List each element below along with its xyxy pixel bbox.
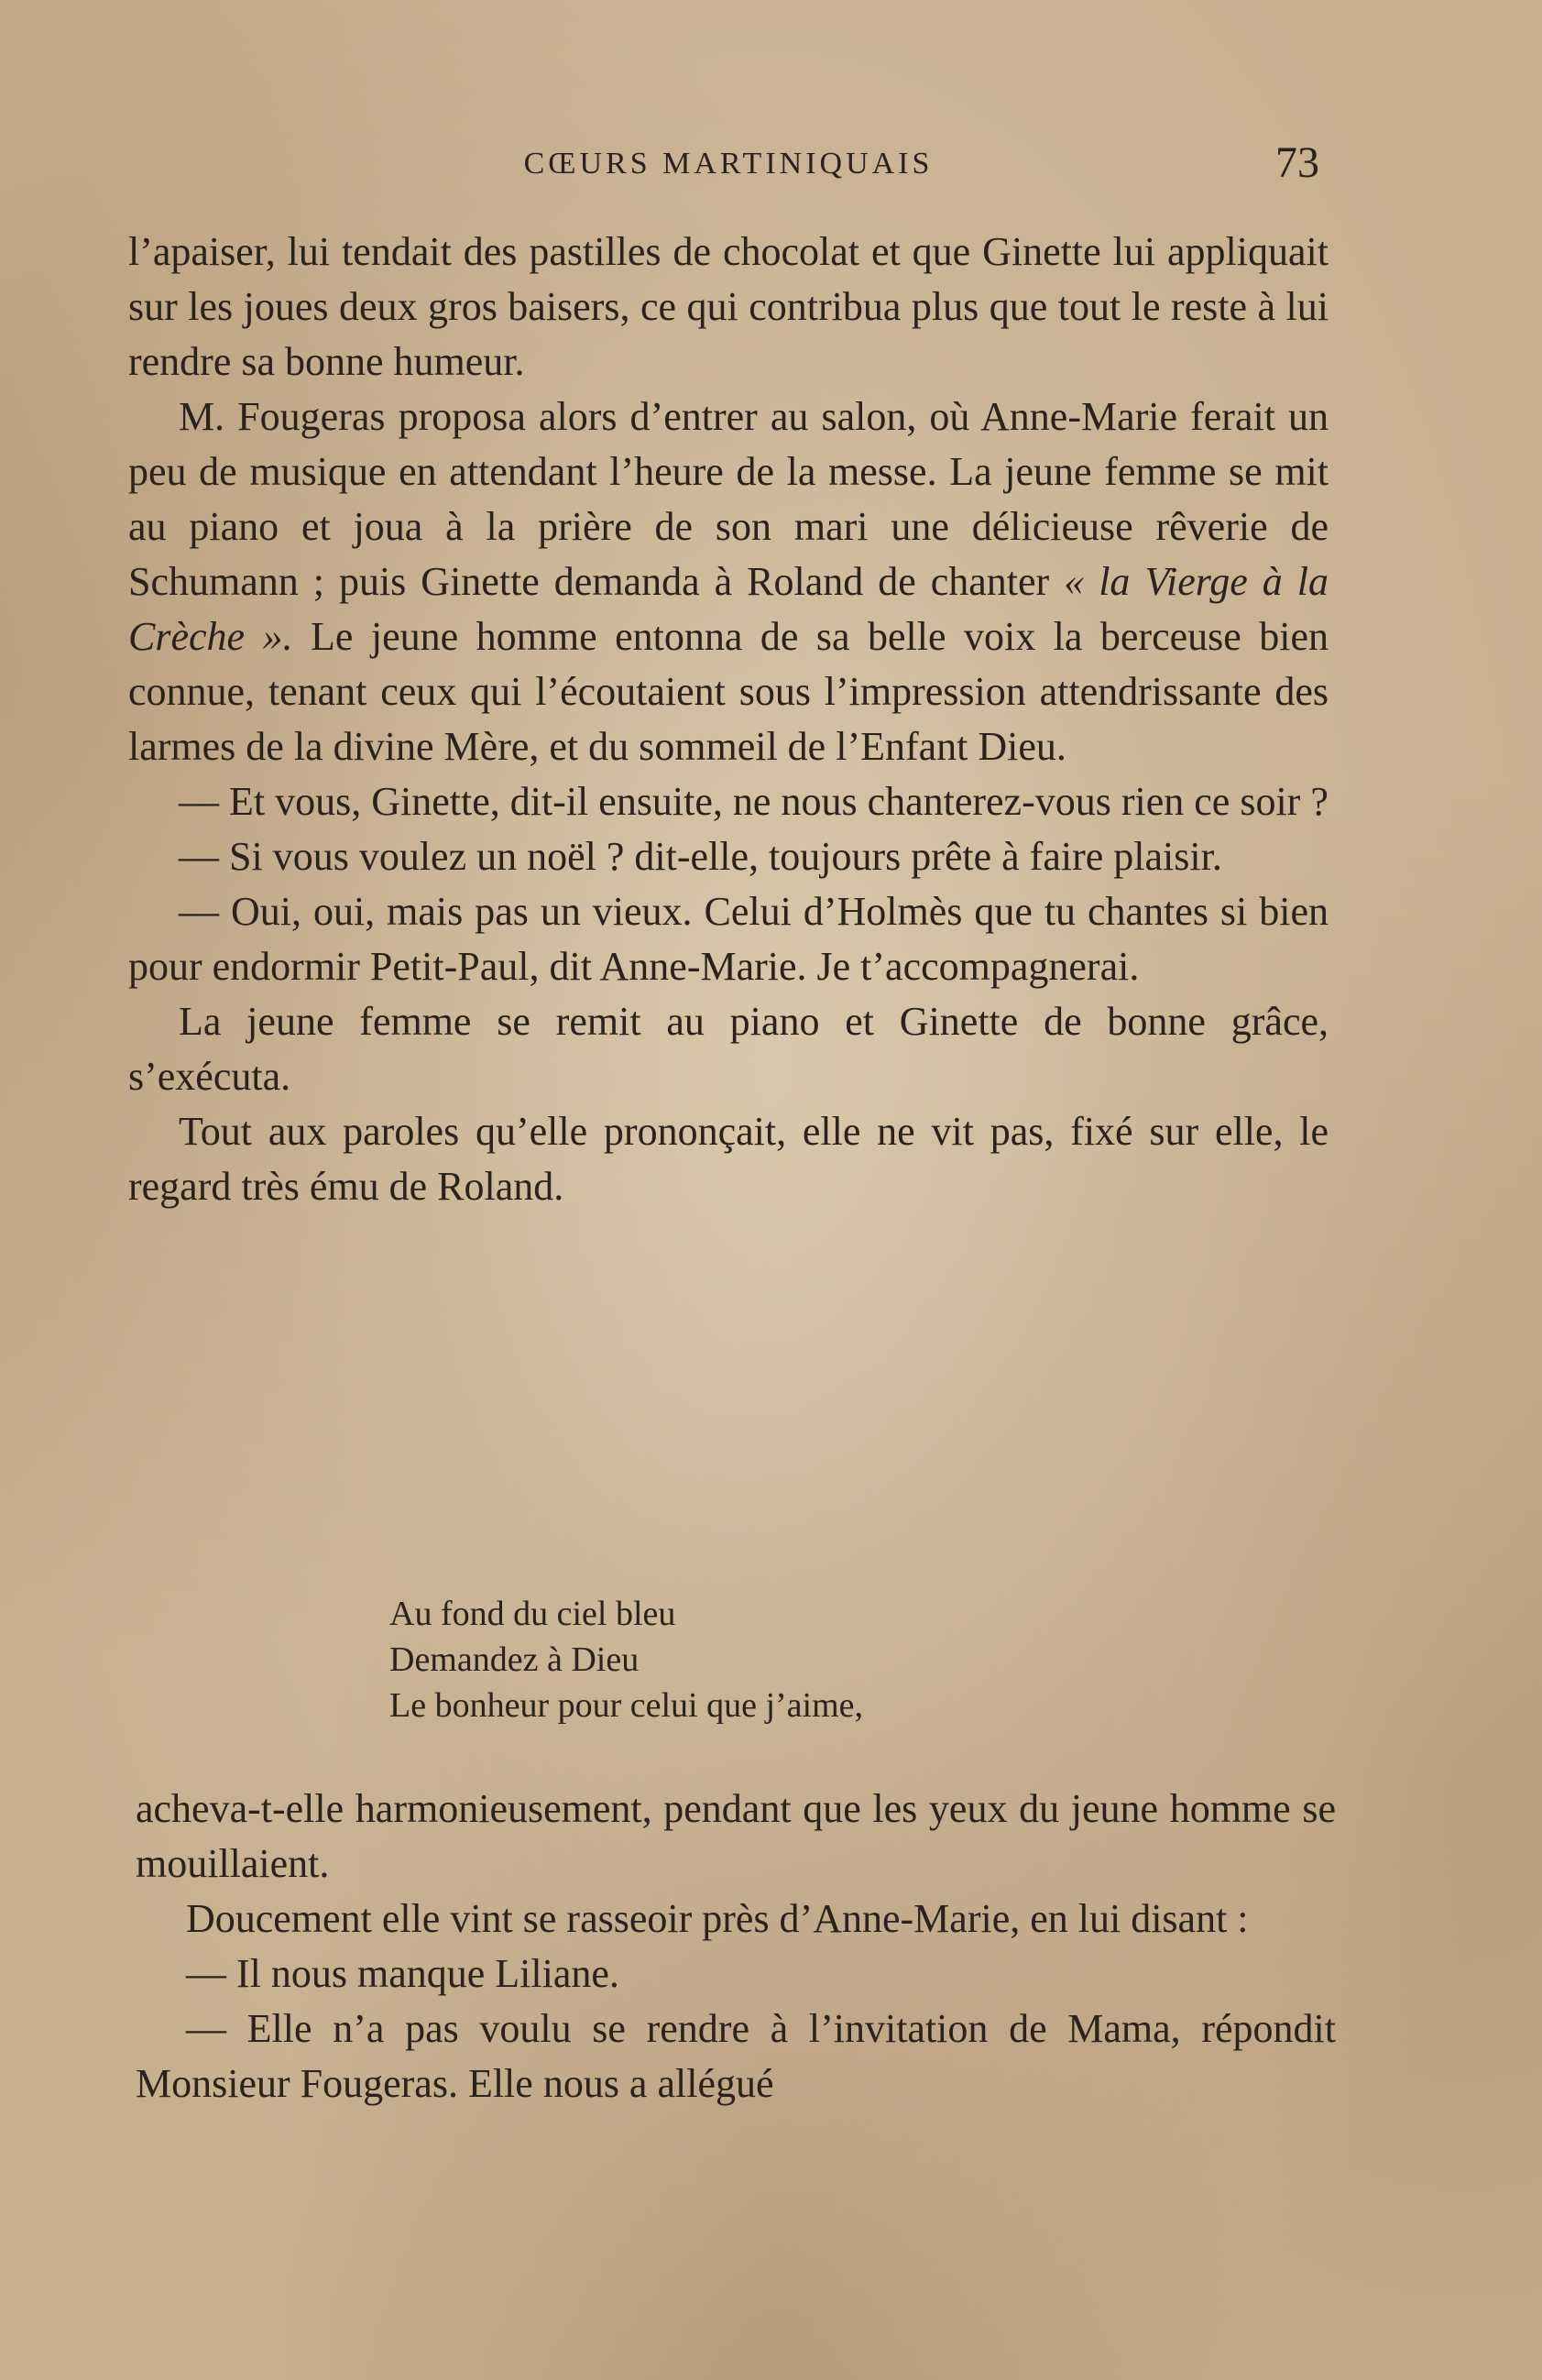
song-title: « la Vierge à la Crèche ». xyxy=(128,559,1329,659)
paragraph: — Et vous, Ginette, dit-il ensuite, ne nous chanterez-vous rien ce soir ? xyxy=(179,779,1329,824)
paragraph-text: M. Fougeras proposa alors d’entrer au salon, où Anne-Marie ferait un peu de musique en attendant l’heure de la messe. La jeune femme se mit au piano et joua à la prière de son mari une délicieuse rêverie de Schumann ; puis Ginette demanda à Roland de chanter xyxy=(128,394,1329,604)
paragraph: — Si vous voulez un noël ? dit-elle, toujours prête à faire plaisir. xyxy=(179,834,1222,879)
paragraph: Doucement elle vint se rasseoir près d’Anne-Marie, en lui disant : xyxy=(186,1896,1249,1941)
paragraph: — Elle n’a pas voulu se rendre à l’invitation de Mama, répondit Monsieur Fougeras. Elle nous a allégué xyxy=(136,2006,1336,2106)
verse-block xyxy=(389,1591,863,1728)
paragraph-text: Le jeune homme entonna de sa belle voix la berceuse bien connue, tenant ceux qui l’écoutaient sous l’impression attendrissante des larmes de la divine Mère, et du sommeil de l’Enfant Dieu. xyxy=(128,614,1329,769)
verse-line: Au fond du ciel bleu xyxy=(389,1595,676,1633)
body-text xyxy=(128,225,1329,1214)
verse-line: Demandez à Dieu xyxy=(389,1640,640,1679)
page-number: 73 xyxy=(1275,138,1319,187)
paragraph: La jeune femme se remit au piano et Ginette de bonne grâce, s’exécuta. xyxy=(128,999,1329,1099)
page-header xyxy=(128,137,1329,192)
paragraph: l’apaiser, lui tendait des pastilles de chocolat et que Ginette lui appliquait sur les joues deux gros baisers, ce qui contribua plus que tout le reste à lui rendre sa bonne humeur. xyxy=(128,229,1329,384)
paragraph: acheva-t-elle harmonieusement, pendant que les yeux du jeune homme se mouillaient. xyxy=(136,1786,1336,1886)
paragraph: Tout aux paroles qu’elle prononçait, elle ne vit pas, fixé sur elle, le regard très ému de Roland. xyxy=(128,1109,1329,1209)
running-title: CŒURS MARTINIQUAIS xyxy=(523,147,934,181)
paragraph: — Il nous manque Liliane. xyxy=(186,1951,619,1996)
body-text-continued xyxy=(136,1782,1336,2111)
verse-line: Le bonheur pour celui que j’aime, xyxy=(389,1686,864,1725)
paragraph xyxy=(128,389,1329,774)
paragraph: — Oui, oui, mais pas un vieux. Celui d’Holmès que tu chantes si bien pour endormir Petit-Paul, dit Anne-Marie. Je t’accompagnerai. xyxy=(128,889,1329,989)
